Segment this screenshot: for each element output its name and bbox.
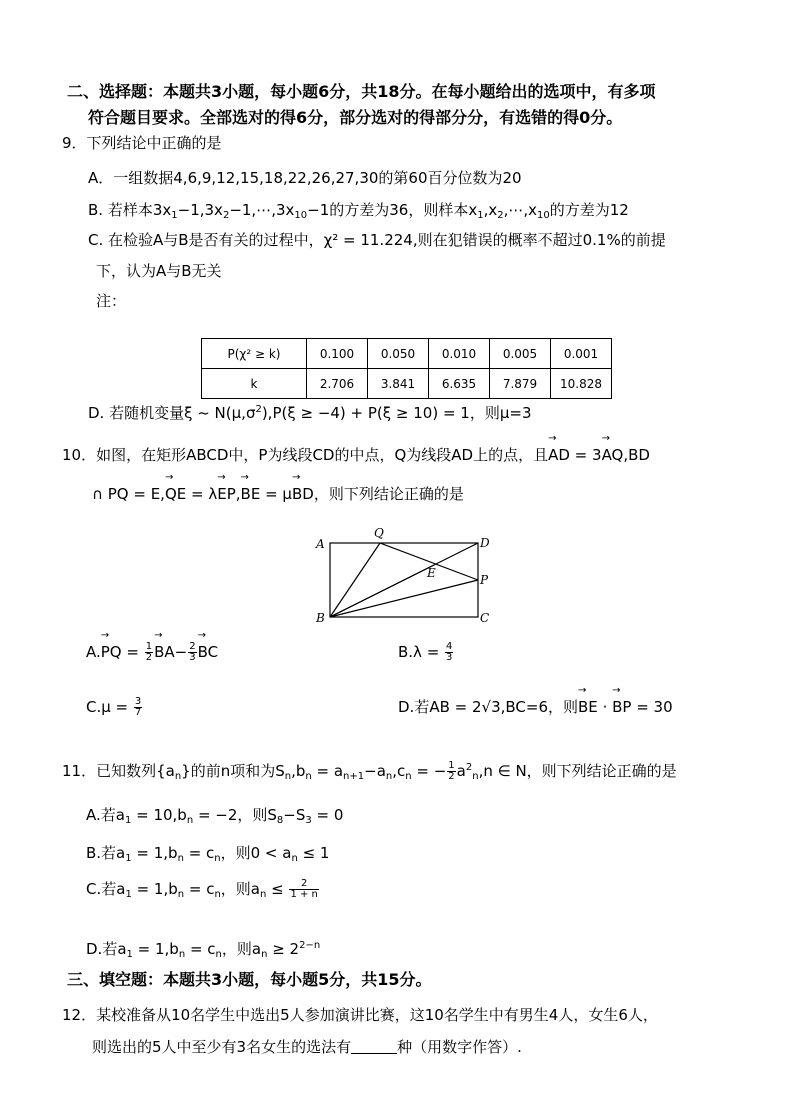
table-cell: 0.010 [429,339,490,369]
q10-option-b: B.λ = $\frac{4}{3}$ [398,641,453,663]
table-header-cell: P(χ² ≥ k) [202,339,307,369]
label-p: P [480,573,489,587]
table-cell: 0.001 [551,339,612,369]
q9-option-c-line1: C. 在检验A与B是否有关的过程中，χ² = 11.224,则在犯错误的概率不超过0.1%的前提 [88,231,666,249]
q9-note: 注： [96,292,127,310]
q12-stem-line1: 12．某校准备从10名学生中选出5人参加演讲比赛，这10名学生中有男生4人，女生6人， [62,1006,658,1024]
table-row [202,339,612,369]
chi-square-table [201,338,612,399]
segment-be [330,565,434,617]
table-row [202,369,612,399]
q9-option-d: D. 若随机变量ξ ~ $N(\mu,\sigma^2),P(\xi \ge -4) + P(\xi \ge 10) = 1$，则μ=3 [88,404,532,422]
section-3-heading: 三、填空题：本题共3小题，每小题5分，共15分。 [67,970,432,989]
q11-option-d: D.若$a_1 = 1,b_n = c_n$，则$a_n \ge 2^{2-n}$ [86,940,321,960]
q9-option-a: A．一组数据4,6,9,12,15,18,22,26,27,30的第60百分位数为20 [88,169,522,187]
q10-option-c: C.μ = $\frac{3}{7}$ [86,696,142,718]
answer-blank[interactable] [351,1039,397,1054]
table-header-cell: k [202,369,307,399]
q10-option-d: D.若AB = 2√3,BC=6，则→ BE · → BP = 30 [398,697,673,717]
q12-stem-line2: 则选出的5人中至少有3名女生的选法有 种（用数字作答）. [92,1038,522,1056]
label-b: B [316,611,325,625]
segment-bp [330,580,478,617]
table-cell: 7.879 [490,369,551,399]
q10-stem-line2: ∩ PQ = E,→ QE = λ→ EP,→ BE = μ→ BD，则下列结论正确的是 [92,484,464,504]
label-e: E [427,566,436,580]
rectangle-figure [310,525,500,630]
label-c: C [480,611,490,625]
table-cell: 10.828 [551,369,612,399]
q10-stem-line1: 10．如图，在矩形ABCD中，P为线段CD的中点，Q为线段AD上的点，且→ AD = 3→ AQ,BD [62,445,650,465]
q10-option-a: A.→ PQ = $\frac{1}{2}$ → BA− $\frac{2}{3}$ → BC [86,642,218,663]
table-cell: 0.050 [368,339,429,369]
section-2-heading-line1: 二、选择题：本题共3小题，每小题6分，共18分。在每小题给出的选项中，有多项 [67,82,656,101]
q11-option-c: C.若$a_1 = 1,b_n = c_n$，则$a_n$ ≤ $\frac{2}{1 + n}$ [86,878,318,900]
table-cell: 3.841 [368,369,429,399]
q11-stem: 11．已知数列$\{a_n\}$的前n项和为$S_n,b_n = a_{n+1}-a_n,c_n$ = − $\frac{1}{2}$ $a^2_n,n$ ∈ N，则下列结论正确的是 [62,760,677,782]
section-2-heading-line2: 符合题目要求。全部选对的得6分，部分选对的得部分分，有选错的得0分。 [88,108,623,127]
q9-option-b: B. 若样本$3x_1-1,3x_2-1,\cdots,3x_{10}-1$的方差为36，则样本$x_1,x_2,\cdots,x_{10}$的方差为12 [88,201,629,221]
label-q: Q [374,526,384,540]
q9-option-c-line2: 下，认为A与B无关 [96,262,222,280]
table-cell: 2.706 [307,369,368,399]
q11-option-a: A.若$a_1 = 10,b_n = -2$，则$S_8-S_3 = 0$ [86,806,344,826]
table-cell: 0.005 [490,339,551,369]
label-d: D [480,536,490,550]
q9-stem: 9．下列结论中正确的是 [62,134,222,152]
table-cell: 6.635 [429,369,490,399]
q11-option-b: B.若$a_1 = 1,b_n = c_n$，则$0 < a_n \le 1$ [86,844,330,864]
label-a: A [316,537,325,551]
table-cell: 0.100 [307,339,368,369]
